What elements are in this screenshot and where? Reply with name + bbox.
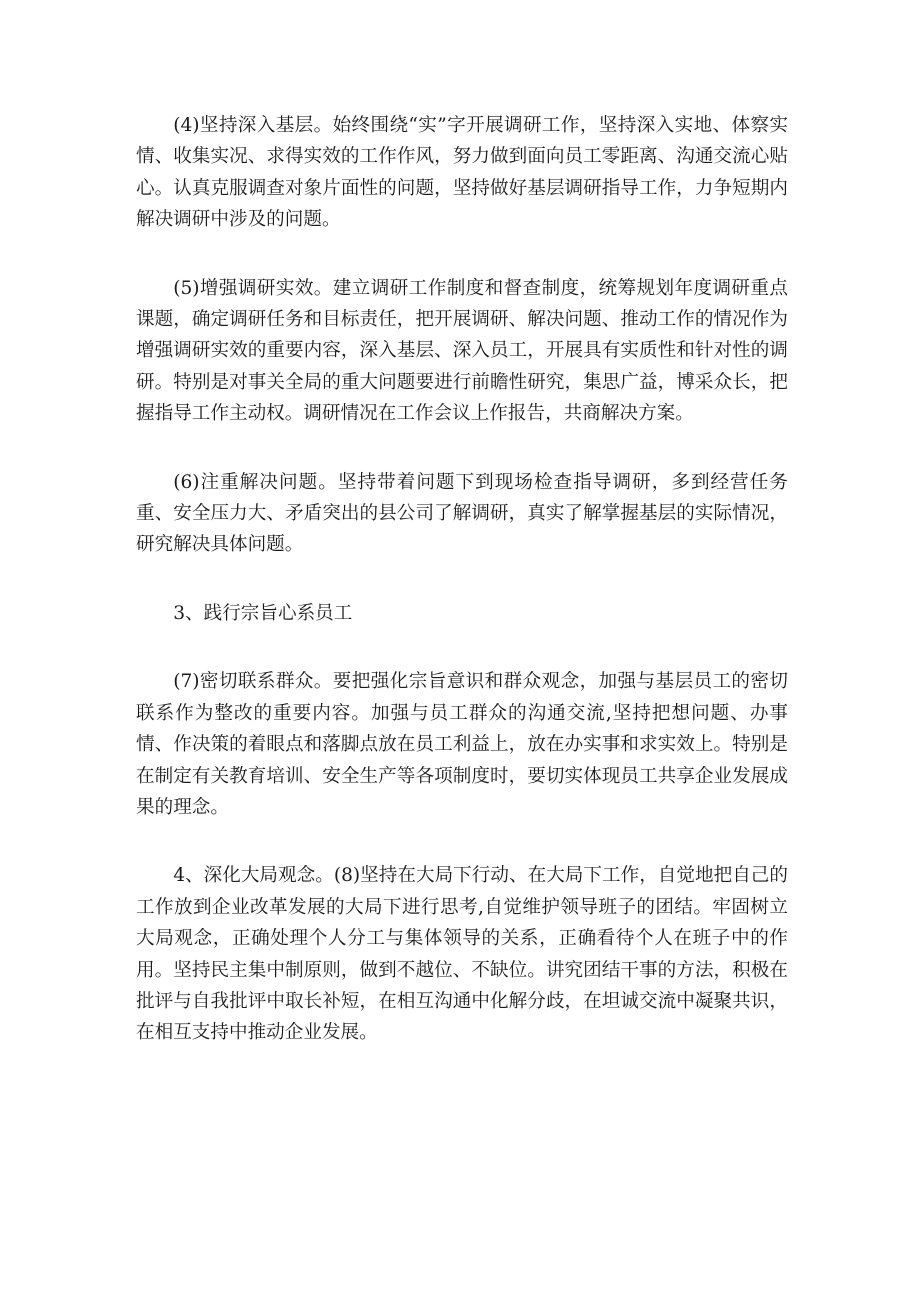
paragraph-6-solve-problems: (6)注重解决问题。坚持带着问题下到现场检查指导调研，多到经营任务重、安全压力大、矛盾突出的县公司了解调研，真实了解掌握基层的实际情况，研究解决具体问题。 [136,471,788,556]
paragraph-section-4-overall-view: 4、深化大局观念。(8)坚持在大局下行动、在大局下工作，自觉地把自己的工作放到企业改革发展的大局下进行思考,自觉维护领导班子的团结。牢固树立大局观念，正确处理个人分工与集体领导的关系，正确看待个人在班子中的作用。坚持民主集中制原则，做到不越位、不缺位。讲究团结干事的方法，积极在批评与自我批评中取长补短，在相互沟通中化解分歧，在坦诚交流中凝聚共识，在相互支持中推动企业发展。 [136,865,788,1044]
section-heading-3: 3、践行宗旨心系员工 [173,602,353,624]
document-body [136,110,788,1086]
paragraph-5-research-effect: (5)增强调研实效。建立调研工作制度和督查制度，统筹规划年度调研重点课题，确定调研任务和目标责任，把开展调研、解决问题、推动工作的情况作为增强调研实效的重要内容，深入基层、深入员工，开展具有实质性和针对性的调研。特别是对事关全局的重大问题要进行前瞻性研究，集思广益，博采众长，把握指导工作主动权。调研情况在工作会议上作报告，共商解决方案。 [136,277,788,425]
paragraph-7-contact-masses: (7)密切联系群众。要把强化宗旨意识和群众观念，加强与基层员工的密切联系作为整改的重要内容。加强与员工群众的沟通交流,坚持把想问题、办事情、作决策的着眼点和落脚点放在员工利益上，放在办实事和求实效上。特别是在制定有关教育培训、安全生产等各项制度时，要切实体现员工共享企业发展成果的理念。 [136,671,788,818]
paragraph-4-grassroots: (4)坚持深入基层。始终围绕“实”字开展调研工作，坚持深入实地、体察实情、收集实况、求得实效的工作作风，努力做到面向员工零距离、沟通交流心贴心。认真克服调查对象片面性的问题，坚持做好基层调研指导工作，力争短期内解决调研中涉及的问题。 [136,115,788,231]
